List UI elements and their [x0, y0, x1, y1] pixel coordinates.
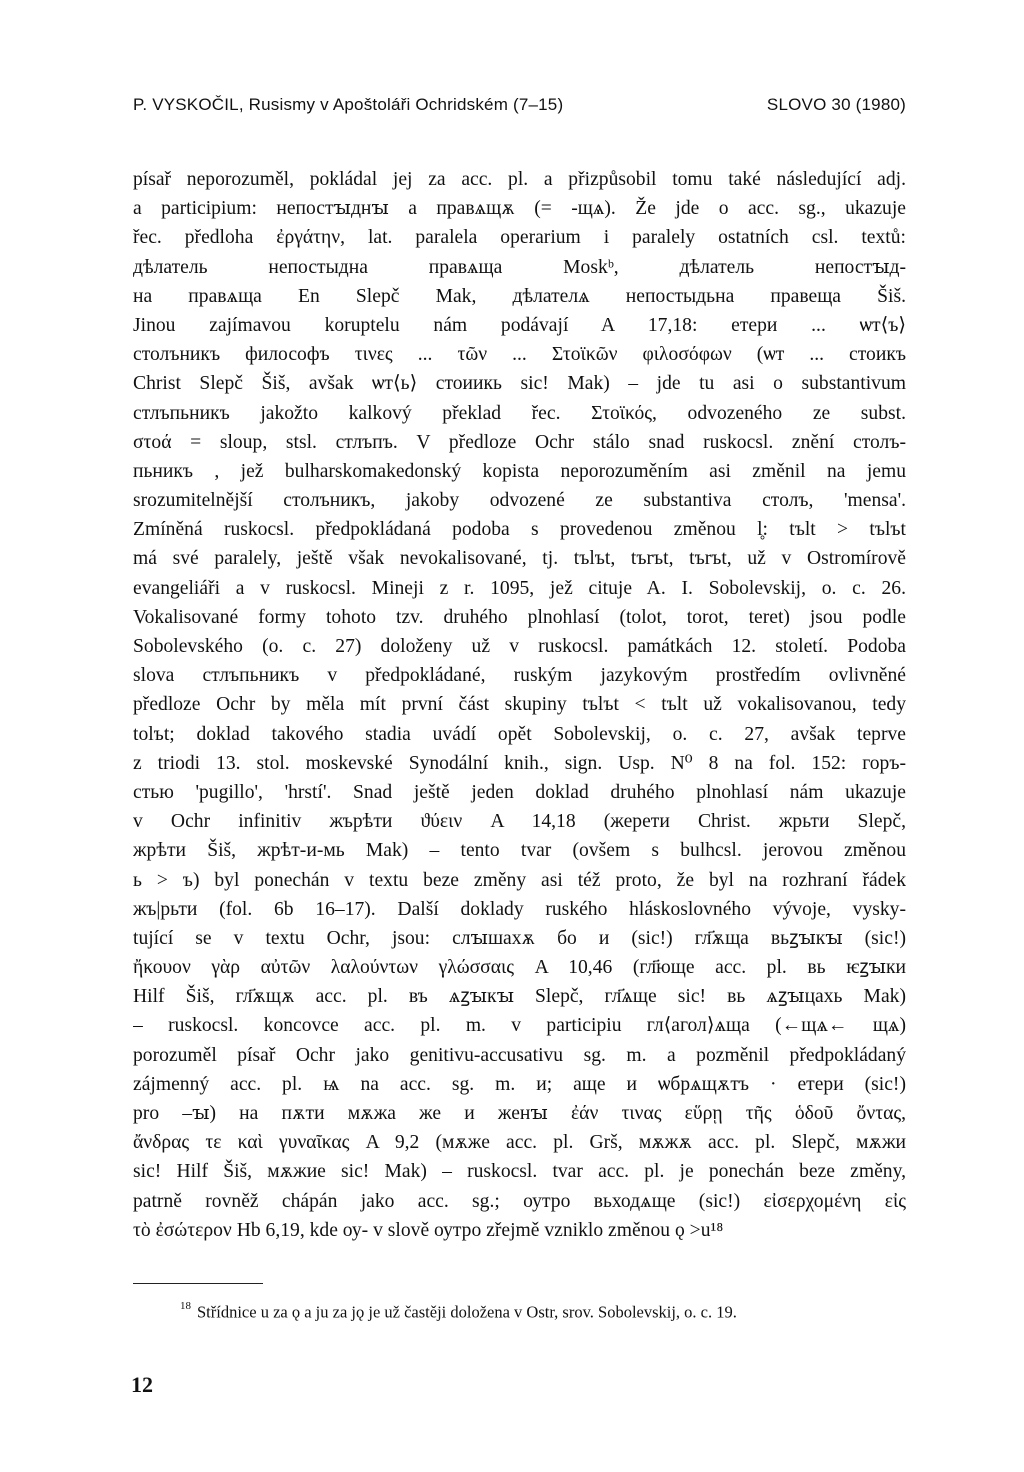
text-line: řec. předloha ἐργάτην, lat. paralela operarium i paralely ostatních csl. textů: [133, 227, 906, 249]
text-line: tolъt; doklad takového stadia uvádí opět Sobolevskij, o. c. 27, avšak teprve [133, 723, 906, 745]
text-line: tující se v textu Ochr, jsou: слꙑшахѫ бо и (sic!) гл҃ѫща вьꙁꙑкꙑ (sic!) [133, 927, 906, 949]
header-author-title: P. VYSKOČIL, Rusismy v Apoštoláři Ochridském (7–15) [133, 95, 564, 114]
footnote-text: Střídnice u za ǫ a ju za jǫ je už častěji doložena v Ostr, srov. Sobolevskij, o. c. 19. [197, 1302, 737, 1322]
text-line: Zmíněná ruskocsl. předpokládaná podoba s provedenou změnou l̥: tъlt > tъlъt [133, 519, 906, 541]
text-line: ἤκουον γὰρ αὐτῶν λαλούντων γλώσσαις A 10,46 (гл҃юще acc. pl. вь ѥꙁꙑки [133, 957, 906, 979]
text-line: стью 'pugillo', 'hrstí'. Snad ještě jeden doklad druhého plnohlasí nám ukazuje [133, 781, 906, 803]
footnote-rule [133, 1283, 263, 1284]
text-line: τὸ ἐσώτερον Hb 6,19, kde оу- v slově оутро zřejmě vzniklo změnou ǫ >u¹⁸ [133, 1219, 724, 1241]
text-line: porozuměl písař Ochr jako genitivu-accusativu sg. m. a pozměnil předpokládaný [133, 1044, 906, 1066]
text-line: evangeliáři a v ruskocsl. Mineji z r. 1095, jež cituje A. I. Sobolevskij, o. c. 26. [133, 577, 906, 599]
text-line: жрѣти Šiš, жрѣт-и-мь Mak) – tento tvar (ovšem s bulhcsl. jerovou změnou [133, 840, 906, 862]
text-line: ь > ъ) byl ponechán v textu beze změny asi též proto, že byl na rozhraní řádek [133, 869, 906, 891]
text-line: má své paralely, ještě však nevokalisované, tj. tъlъt, tъrъt, tъrъt, už v Ostromírově [133, 548, 906, 570]
text-line: стлъпьникъ jakožto kalkový překlad řec. Στοϊκός, odvozeného ze subst. [133, 402, 906, 424]
text-line: – ruskocsl. koncovce acc. pl. m. v participiu гл⟨агол⟩ѧща (←щѧ← щѧ) [133, 1015, 906, 1037]
page-number: 12 [131, 1372, 153, 1397]
text-line: srozumitelnější столъникъ, jakoby odvozené ze substantiva столъ, 'mensa'. [133, 490, 906, 512]
text-line: жъ|рьти (fol. 6b 16–17). Další doklady ruského hláskoslovného vývoje, vysky- [133, 898, 906, 920]
text-line: на правѧща En Slepč Mak, дѣлателѧ непостыдьна правеща Šiš. [133, 285, 906, 307]
header-journal-issue: SLOVO 30 (1980) [766, 95, 906, 114]
text-line: slova стлъпьникъ v předpokládané, ruským jazykovým prostředím ovlivněné [133, 665, 906, 687]
footnote-marker: 18 [180, 1300, 191, 1312]
body-text [133, 165, 906, 1245]
text-line: písař neporozuměl, pokládal jej za acc. pl. a přizpůsobil tomu také následující adj. [133, 169, 906, 190]
text-line: sic! Hilf Šiš, мѫжие sic! Mak) – ruskocsl. tvar acc. pl. je ponechán beze změny, [133, 1161, 906, 1183]
text-line: Christ Slepč Šiš, avšak ѡт⟨ь⟩ стоиикь sic! Mak) – jde tu asi o substantivum [133, 373, 906, 395]
text-line: pro –ꙑ) на пѫти мѫжа же и женꙑ ἐάν τινας εὕρῃ τῆς ὁδοῦ ὄντας, [133, 1103, 906, 1124]
footnote [180, 1297, 900, 1324]
text-line: zájmenný acc. pl. ѩ na acc. sg. m. и; аще и ѡбрѧщѫтъ · етери (sic!) [133, 1073, 906, 1095]
text-line: Jinou zajímavou koruptelu nám podávají A 17,18: етери ... ѡт⟨ъ⟩ [133, 314, 906, 336]
text-line: z triodi 13. stol. moskevské Synodální knih., sign. Usp. N⁰ 8 na fol. 152: горъ- [133, 752, 906, 774]
text-line: v Ochr infinitiv жърѣти ϑύειν A 14,18 (жерети Christ. жрьти Slepč, [133, 811, 906, 833]
running-header [133, 95, 906, 115]
text-line: předloze Ochr by měla mít první část skupiny tъlъt < tъlt už vokalisovanou, tedy [133, 694, 906, 716]
text-line: столъникъ философъ τινες ... τῶν ... Στοϊκῶν φιλοσόφων (ѡт ... стоикъ [133, 344, 906, 366]
text-line: дѣлатель непостыдна правѧща Moskᵇ, дѣлатель непостꙑд- [133, 256, 906, 278]
text-line: στοά = sloup, stsl. стлъпъ. V předloze Ochr stálo snad ruskocsl. znění столъ- [133, 431, 906, 453]
text-line: ἄνδρας τε καὶ γυναῖκας A 9,2 (мѫже acc. pl. Grš, мѫжѫ acc. pl. Slepč, мѫжи [133, 1132, 906, 1154]
text-line: Vokalisované formy tohoto tzv. druhého plnohlasí (tolot, torot, teret) jsou podle [133, 606, 906, 628]
text-line: пьникъ , jež bulharskomakedonský kopista neporozuměním asi změnil na jemu [133, 460, 906, 482]
text-line: patrně rovněž chápán jako acc. sg.; оутро вьходѧще (sic!) εἰσερχομένη εἰς [133, 1190, 906, 1212]
text-line: Sobolevského (o. c. 27) doloženy už v ruskocsl. památkách 12. století. Podoba [133, 636, 906, 657]
text-line: Hilf Šiš, гл҃ѫщѫ acc. pl. въ ѧꙁꙑкꙑ Slepč, гл҃ѧще sic! вь ѧꙁꙑцахь Mak) [133, 986, 906, 1008]
text-line: a participium: непостꙑднꙑ a правѧщѫ (= -щѧ). Že jde o acc. sg., ukazuje [133, 198, 906, 220]
